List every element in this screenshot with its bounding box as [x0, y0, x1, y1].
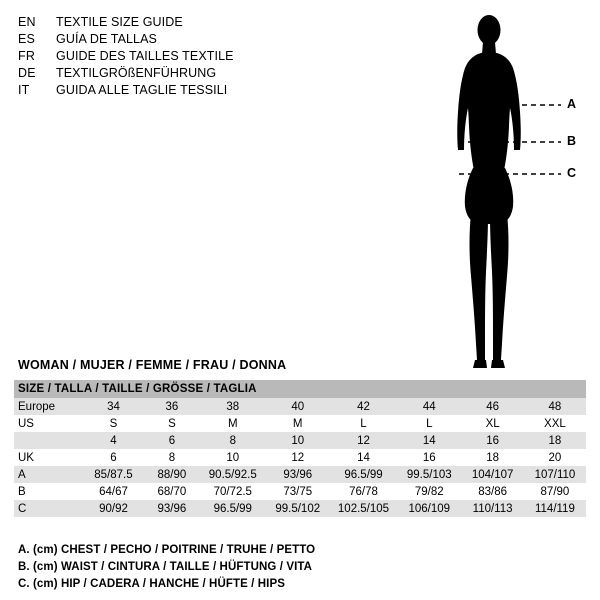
- cell-c-2: 96.5/99: [200, 500, 266, 517]
- cell-c-6: 110/113: [461, 500, 524, 517]
- size-table: [14, 380, 586, 517]
- language-code-fr: FR: [18, 49, 36, 63]
- cell-uk-2: 10: [200, 449, 266, 466]
- cell-europe-4: 42: [330, 398, 397, 415]
- cell-a-0: 85/87.5: [83, 466, 144, 483]
- language-text-it: GUIDA ALLE TAGLIE TESSILI: [56, 83, 228, 97]
- cell-b-0: 64/67: [83, 483, 144, 500]
- table-row: [14, 449, 586, 466]
- cell-us-0: S: [83, 415, 144, 432]
- cell-us-5: L: [397, 415, 461, 432]
- cell-us-2: M: [200, 415, 266, 432]
- row-label-c: C: [14, 500, 83, 517]
- language-row-es: [18, 31, 318, 48]
- cell-usnum-0: 4: [83, 432, 144, 449]
- language-row-fr: [18, 48, 318, 65]
- measurement-label-b: B: [567, 134, 577, 148]
- language-text-de: TEXTILGRÖßENFÜHRUNG: [56, 66, 217, 80]
- cell-b-2: 70/72.5: [200, 483, 266, 500]
- cell-c-5: 106/109: [397, 500, 461, 517]
- cell-europe-2: 38: [200, 398, 266, 415]
- cell-europe-7: 48: [524, 398, 586, 415]
- cell-us-7: XXL: [524, 415, 586, 432]
- woman-silhouette-icon: [415, 8, 595, 378]
- cell-us-1: S: [144, 415, 200, 432]
- cell-c-7: 114/119: [524, 500, 586, 517]
- cell-a-2: 90.5/92.5: [200, 466, 266, 483]
- language-code-de: DE: [18, 66, 36, 80]
- row-label-us: US: [14, 415, 83, 432]
- cell-b-1: 68/70: [144, 483, 200, 500]
- row-label-a: A: [14, 466, 83, 483]
- cell-a-7: 107/110: [524, 466, 586, 483]
- row-label-europe: Europe: [14, 398, 83, 415]
- cell-uk-6: 18: [461, 449, 524, 466]
- language-row-it: [18, 82, 318, 99]
- table-row: [14, 398, 586, 415]
- language-code-en: EN: [18, 15, 36, 29]
- measurement-label-c: C: [567, 166, 577, 180]
- table-row: [14, 483, 586, 500]
- table-header-label: SIZE / TALLA / TAILLE / GRÖSSE / TAGLIA: [14, 380, 586, 398]
- cell-c-0: 90/92: [83, 500, 144, 517]
- table-row: [14, 466, 586, 483]
- cell-usnum-4: 12: [330, 432, 397, 449]
- cell-uk-4: 14: [330, 449, 397, 466]
- table-header-row: [14, 380, 586, 398]
- cell-us-4: L: [330, 415, 397, 432]
- row-label-uk: UK: [14, 449, 83, 466]
- language-code-it: IT: [18, 83, 30, 97]
- cell-a-4: 96.5/99: [330, 466, 397, 483]
- cell-c-4: 102.5/105: [330, 500, 397, 517]
- cell-europe-3: 40: [266, 398, 330, 415]
- cell-uk-1: 8: [144, 449, 200, 466]
- cell-uk-3: 12: [266, 449, 330, 466]
- cell-usnum-5: 14: [397, 432, 461, 449]
- measurement-label-a: A: [567, 97, 577, 111]
- cell-us-6: XL: [461, 415, 524, 432]
- language-row-de: [18, 65, 318, 82]
- legend-row-b: B. (cm) WAIST / CINTURA / TAILLE / HÜFTUNG / VITA: [18, 561, 313, 573]
- cell-europe-5: 44: [397, 398, 461, 415]
- cell-uk-5: 16: [397, 449, 461, 466]
- cell-a-3: 93/96: [266, 466, 330, 483]
- language-text-es: GUÍA DE TALLAS: [56, 32, 157, 46]
- legend-row-c: C. (cm) HIP / CADERA / HANCHE / HÜFTE / HIPS: [18, 578, 286, 590]
- cell-b-4: 76/78: [330, 483, 397, 500]
- cell-a-6: 104/107: [461, 466, 524, 483]
- row-label-us-numeric: [14, 432, 83, 449]
- cell-b-3: 73/75: [266, 483, 330, 500]
- cell-b-7: 87/90: [524, 483, 586, 500]
- legend-row-a: A. (cm) CHEST / PECHO / POITRINE / TRUHE / PETTO: [18, 544, 316, 556]
- row-label-b: B: [14, 483, 83, 500]
- cell-b-5: 79/82: [397, 483, 461, 500]
- cell-europe-0: 34: [83, 398, 144, 415]
- language-code-es: ES: [18, 32, 36, 46]
- language-text-fr: GUIDE DES TAILLES TEXTILE: [56, 49, 234, 63]
- section-title: WOMAN / MUJER / FEMME / FRAU / DONNA: [18, 358, 287, 372]
- language-row-en: [18, 14, 318, 31]
- cell-b-6: 83/86: [461, 483, 524, 500]
- cell-a-1: 88/90: [144, 466, 200, 483]
- cell-usnum-6: 16: [461, 432, 524, 449]
- table-row: [14, 415, 586, 432]
- measurement-figure: [415, 8, 595, 378]
- language-header-block: [18, 14, 318, 99]
- cell-europe-1: 36: [144, 398, 200, 415]
- cell-usnum-3: 10: [266, 432, 330, 449]
- cell-usnum-2: 8: [200, 432, 266, 449]
- cell-c-1: 93/96: [144, 500, 200, 517]
- cell-a-5: 99.5/103: [397, 466, 461, 483]
- cell-uk-0: 6: [83, 449, 144, 466]
- cell-c-3: 99.5/102: [266, 500, 330, 517]
- cell-usnum-7: 18: [524, 432, 586, 449]
- language-text-en: TEXTILE SIZE GUIDE: [56, 15, 183, 29]
- measurement-legend: [18, 542, 578, 593]
- cell-uk-7: 20: [524, 449, 586, 466]
- cell-us-3: M: [266, 415, 330, 432]
- cell-europe-6: 46: [461, 398, 524, 415]
- cell-usnum-1: 6: [144, 432, 200, 449]
- table-row: [14, 432, 586, 449]
- table-row: [14, 500, 586, 517]
